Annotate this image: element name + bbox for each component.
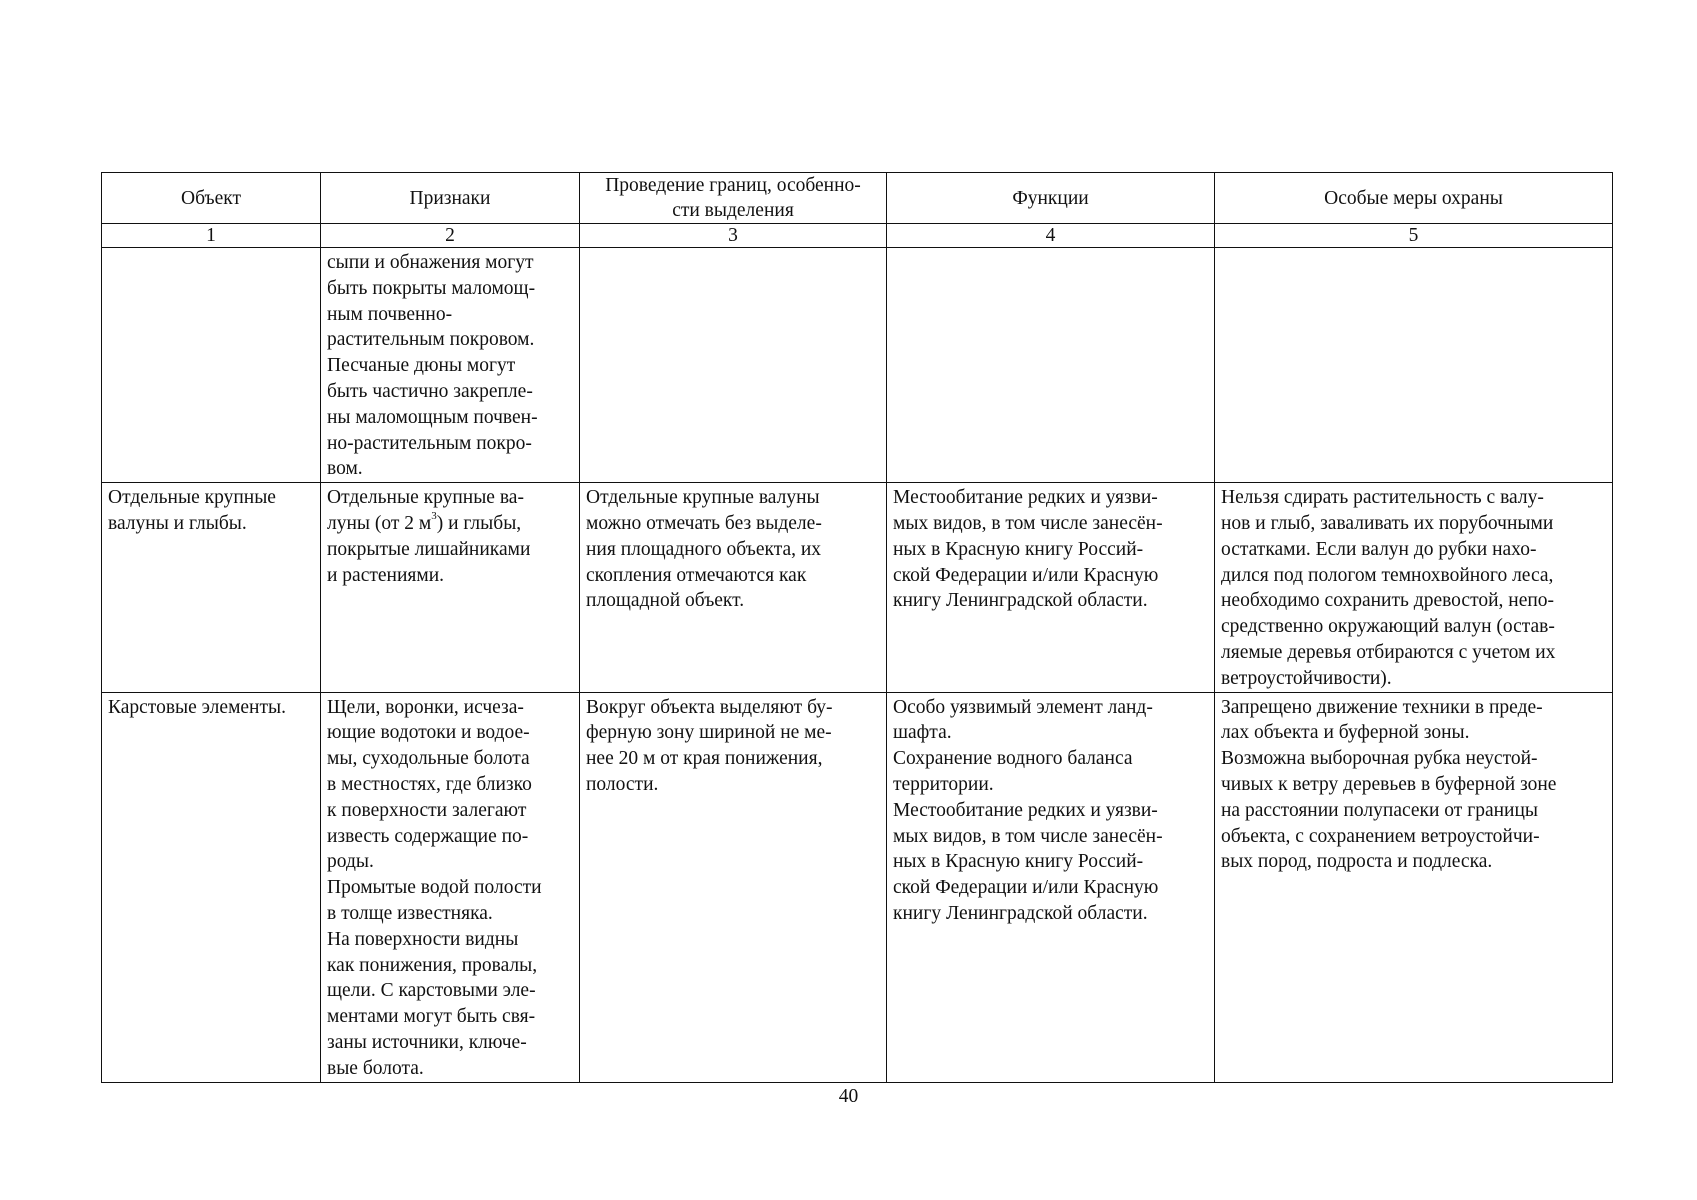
- text-line: лах объекта и буферной зоны.: [1221, 722, 1470, 744]
- cell-object: [102, 248, 321, 483]
- text-fragment: ) и глыбы,: [436, 512, 522, 534]
- text-line: и растениями.: [327, 564, 445, 586]
- text-line: [327, 511, 573, 537]
- text-line: в местностях, где близко: [327, 773, 532, 795]
- cell-functions: [887, 248, 1215, 483]
- text-line: Карстовые элементы.: [108, 696, 286, 718]
- text-line: Запрещено движение техники в преде-: [1221, 696, 1543, 718]
- text-line: остатками. Если валун до рубки нахо-: [1221, 538, 1537, 560]
- text-line: к поверхности залегают: [327, 799, 527, 821]
- cell-borders: [580, 248, 887, 483]
- header-borders: [580, 173, 887, 224]
- text-line: на расстоянии полупасеки от границы: [1221, 799, 1539, 821]
- text-line: можно отмечать без выделе-: [586, 512, 822, 534]
- page-number: 40: [838, 1086, 859, 1107]
- header-row: [102, 173, 1613, 224]
- text-line: книгу Ленинградской области.: [893, 590, 1148, 612]
- text-line: быть покрыты маломощ-: [327, 277, 536, 299]
- text-line: ны маломощным почвен-: [327, 406, 538, 428]
- header-measures: Особые меры охраны: [1215, 173, 1613, 224]
- header-functions: Функции: [887, 173, 1215, 224]
- text-line: сыпи и обнажения могут: [327, 252, 534, 273]
- text-line: ния площадного объекта, их: [586, 538, 822, 560]
- text-line: роды.: [327, 851, 374, 873]
- text-line: вых пород, подроста и подлеска.: [1221, 851, 1493, 873]
- text-line: ментами могут быть свя-: [327, 1006, 536, 1028]
- text-line: щели. С карстовыми эле-: [327, 980, 536, 1002]
- column-number: 2: [321, 224, 580, 248]
- text-line: как понижения, провалы,: [327, 954, 538, 976]
- text-line: Вокруг объекта выделяют бу-: [586, 696, 833, 718]
- text-lines: [327, 537, 573, 589]
- cell-functions: [887, 483, 1215, 692]
- text-line: нов и глыб, заваливать их порубочными: [1221, 512, 1554, 534]
- text-line: Отдельные крупные: [108, 487, 276, 509]
- text-line: ным почвенно-: [327, 303, 453, 325]
- text-line: дился под пологом темнохвойного леса,: [1221, 564, 1554, 586]
- text-line: Возможна выборочная рубка неустой-: [1221, 748, 1538, 770]
- text-line: ющие водотоки и водое-: [327, 722, 530, 744]
- text-line: Нельзя сдирать растительность с валу-: [1221, 487, 1544, 509]
- cell-signs: [321, 483, 580, 692]
- text-line: полости.: [586, 773, 659, 795]
- text-line: необходимо сохранить древостой, непо-: [1221, 590, 1555, 612]
- text-line: вом.: [327, 458, 363, 480]
- text-line: Щели, воронки, исчеза-: [327, 696, 524, 718]
- column-number-row: [102, 224, 1613, 248]
- cell-measures: [1215, 692, 1613, 1082]
- text-line: покрытые лишайниками: [327, 538, 531, 560]
- text-line: вые болота.: [327, 1057, 424, 1079]
- text-line: ляемые деревья отбираются с учетом их: [1221, 641, 1556, 663]
- text-line: средственно окружающий валун (остав-: [1221, 616, 1555, 638]
- text-line: ской Федерации и/или Красную: [893, 564, 1159, 586]
- cell-borders: [580, 692, 887, 1082]
- text-line: растительным покровом.: [327, 329, 535, 351]
- text-line: Местообитание редких и уязви-: [893, 799, 1158, 821]
- superscript: 3: [431, 510, 437, 523]
- text-line: Отдельные крупные валуны: [586, 487, 820, 509]
- text-line: заны источники, ключе-: [327, 1031, 527, 1053]
- text-line: скопления отмечаются как: [586, 564, 807, 586]
- text-line: быть частично закрепле-: [327, 380, 533, 402]
- text-line: объекта, с сохранением ветроустойчи-: [1221, 825, 1540, 847]
- text-line: мых видов, в том числе занесён-: [893, 825, 1163, 847]
- text-line: Местообитание редких и уязви-: [893, 487, 1158, 509]
- text-line: ферную зону шириной не ме-: [586, 722, 832, 744]
- header-borders-line: сти выделения: [672, 200, 794, 221]
- header-object: Объект: [102, 173, 321, 224]
- text-line: Сохранение водного баланса: [893, 748, 1133, 770]
- text-line: Песчаные дюны могут: [327, 355, 516, 377]
- text-line: ных в Красную книгу Россий-: [893, 851, 1144, 873]
- header-signs: Признаки: [321, 173, 580, 224]
- text-line: книгу Ленинградской области.: [893, 902, 1148, 924]
- text-line: территории.: [893, 773, 994, 795]
- cell-signs: [321, 248, 580, 483]
- text-line: но-растительным покро-: [327, 432, 532, 454]
- text-line: площадной объект.: [586, 590, 745, 612]
- text-line: Особо уязвимый элемент ланд-: [893, 696, 1153, 718]
- column-number: 5: [1215, 224, 1613, 248]
- text-fragment: луны (от 2 м: [327, 512, 432, 534]
- column-number: 1: [102, 224, 321, 248]
- text-line: ных в Красную книгу Россий-: [893, 538, 1144, 560]
- text-line: Промытые водой полости: [327, 877, 542, 899]
- cell-signs: [321, 692, 580, 1082]
- text-line: ветроустойчивости).: [1221, 667, 1392, 689]
- table-row: [102, 248, 1613, 483]
- text-line: нее 20 м от края понижения,: [586, 748, 823, 770]
- text-line: На поверхности видны: [327, 928, 519, 950]
- text-line: мых видов, в том числе занесён-: [893, 512, 1163, 534]
- text-line: в толще известняка.: [327, 902, 493, 924]
- text-line: валуны и глыбы.: [108, 512, 247, 534]
- cell-object: [102, 692, 321, 1082]
- text-line: чивых к ветру деревьев в буферной зоне: [1221, 773, 1557, 795]
- text-line: известь содержащие по-: [327, 825, 529, 847]
- table-row: [102, 483, 1613, 692]
- text-line: ской Федерации и/или Красную: [893, 877, 1159, 899]
- text-line: Отдельные крупные ва-: [327, 487, 524, 509]
- column-number: 3: [580, 224, 887, 248]
- cell-functions: [887, 692, 1215, 1082]
- cell-measures: [1215, 483, 1613, 692]
- cell-borders: [580, 483, 887, 692]
- header-borders-line: Проведение границ, особенно-: [605, 175, 861, 196]
- text-line: мы, суходольные болота: [327, 748, 530, 770]
- column-number: 4: [887, 224, 1215, 248]
- cell-measures: [1215, 248, 1613, 483]
- text-line: шафта.: [893, 722, 952, 744]
- cell-object: [102, 483, 321, 692]
- table-row: [102, 692, 1613, 1082]
- content-table: [101, 172, 1613, 1083]
